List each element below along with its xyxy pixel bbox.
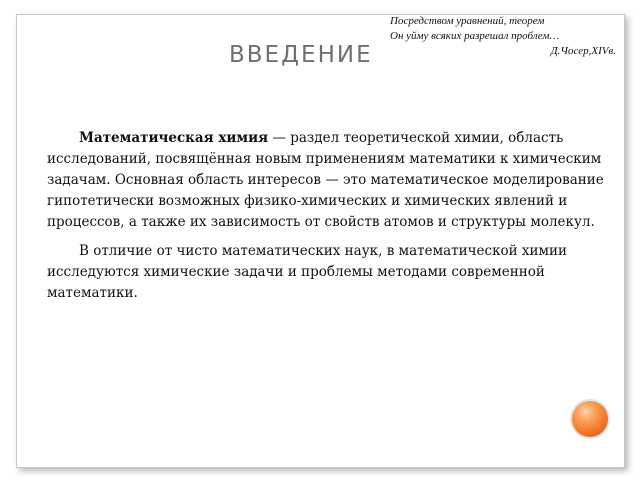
paragraph-comparison: В отличие от чисто математических наук, в математической химии исследуются химические задачи и проблемы методами современной математики. xyxy=(47,243,568,301)
epigraph-author: Д.Чосер,XIVв. xyxy=(550,45,616,57)
definition-text: — раздел теоретической химии, область исследований, посвящённая новым применениям математики к химическим задачам. Основная область интересов — это математическое моделирование гипотетически возможных физико-химических и химических явлений и процессов, а также их зависимость от свойств атомов и структуры молекул. xyxy=(47,130,604,230)
orange-orb-icon xyxy=(572,401,608,437)
slide-body xyxy=(47,128,615,312)
paragraph-definition xyxy=(47,128,615,233)
slide-title: ВВЕДЕНИЕ xyxy=(229,42,373,68)
epigraph-line-2: Он уйму всяких разрешал проблем… xyxy=(390,30,560,42)
epigraph-line-1: Посредством уравнений, теорем xyxy=(390,15,545,27)
epigraph xyxy=(390,14,620,59)
term-mathematical-chemistry: Математическая химия xyxy=(79,130,269,146)
